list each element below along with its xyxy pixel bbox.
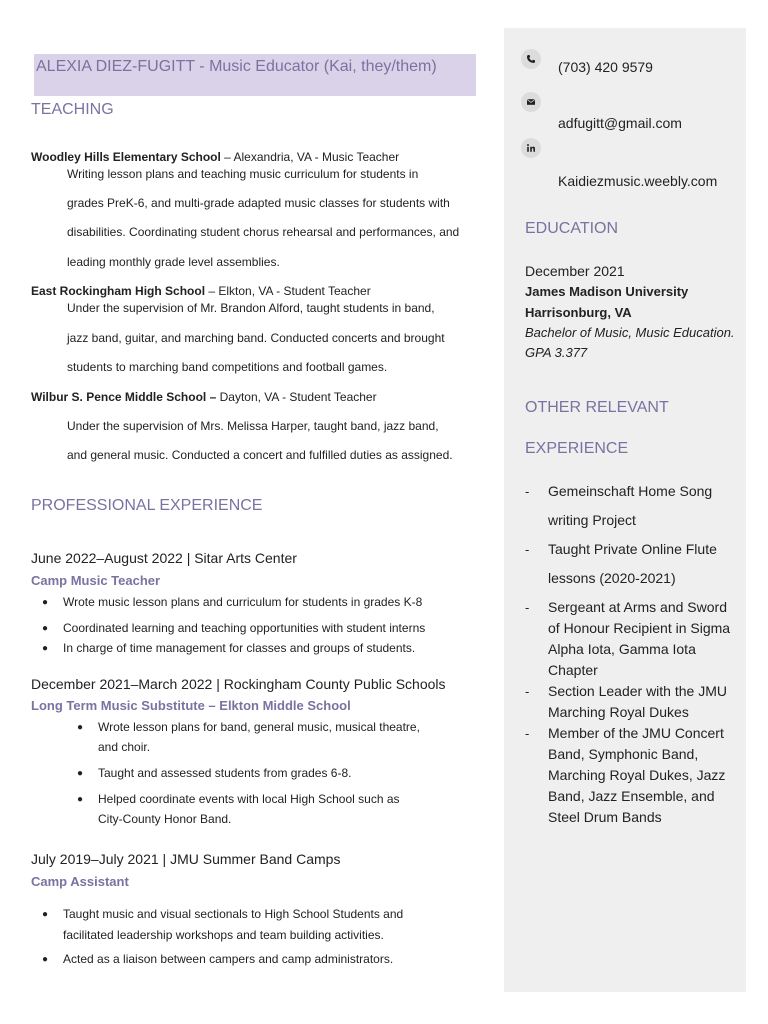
other-heading-2: EXPERIENCE bbox=[525, 440, 629, 457]
list-dash: - bbox=[525, 726, 530, 741]
entry-bullet: Taught music and visual sectionals to High School Students and bbox=[63, 907, 404, 921]
entry-date-place: December 2021–March 2022 | Rockingham County Public Schools bbox=[31, 676, 446, 692]
other-item: Sergeant at Arms and Sword bbox=[548, 599, 727, 615]
professional-heading: PROFESSIONAL EXPERIENCE bbox=[31, 497, 263, 514]
contact-email: adfugitt@gmail.com bbox=[558, 115, 682, 131]
list-dash: - bbox=[525, 684, 530, 699]
bullet-icon: ● bbox=[42, 643, 49, 654]
education-location: Harrisonburg, VA bbox=[525, 305, 632, 320]
job-description: Writing lesson plans and teaching music curriculum for students in bbox=[67, 167, 419, 181]
education-date: December 2021 bbox=[525, 263, 625, 279]
other-item: lessons (2020-2021) bbox=[548, 570, 676, 586]
job-description: leading monthly grade level assemblies. bbox=[67, 255, 280, 269]
job-detail: – Alexandria, VA - Music Teacher bbox=[220, 150, 400, 164]
job-description: disabilities. Coordinating student chorus rehearsal and performances, and bbox=[67, 225, 460, 239]
linkedin-icon bbox=[521, 138, 541, 158]
entry-date-place: July 2019–July 2021 | JMU Summer Band Camps bbox=[31, 851, 341, 867]
other-item: Marching Royal Dukes, Jazz bbox=[548, 767, 726, 783]
job-description: Under the supervision of Mr. Brandon Alford, taught students in band, bbox=[67, 301, 435, 315]
job-title-line bbox=[31, 390, 377, 404]
other-item: Marching Royal Dukes bbox=[548, 704, 689, 720]
other-item: Member of the JMU Concert bbox=[548, 725, 724, 741]
list-dash: - bbox=[525, 542, 530, 557]
education-gpa: GPA 3.377 bbox=[525, 345, 588, 360]
other-item: writing Project bbox=[548, 512, 636, 528]
bullet-icon: ● bbox=[77, 722, 84, 733]
other-item: Chapter bbox=[548, 662, 598, 678]
entry-bullet: Helped coordinate events with local High School such as bbox=[98, 792, 400, 806]
phone-icon bbox=[521, 49, 541, 69]
job-title-line bbox=[31, 150, 399, 164]
other-item: Section Leader with the JMU bbox=[548, 683, 727, 699]
email-icon bbox=[521, 92, 541, 112]
bullet-icon: ● bbox=[77, 768, 84, 779]
other-heading: OTHER RELEVANT bbox=[525, 399, 669, 416]
entry-bullet: facilitated leadership workshops and team building activities. bbox=[63, 928, 384, 942]
other-item: Band, Symphonic Band, bbox=[548, 746, 699, 762]
entry-date-place: June 2022–August 2022 | Sitar Arts Center bbox=[31, 550, 297, 566]
other-item: Gemeinschaft Home Song bbox=[548, 483, 713, 499]
job-description: jazz band, guitar, and marching band. Conducted concerts and brought bbox=[67, 331, 445, 345]
page-title: ALEXIA DIEZ-FUGITT - Music Educator (Kai, they/them) bbox=[36, 58, 437, 75]
job-school: East Rockingham High School bbox=[31, 284, 206, 298]
job-detail: – Elkton, VA - Student Teacher bbox=[205, 284, 371, 298]
other-item: Alpha Iota, Gamma Iota bbox=[548, 641, 696, 657]
other-item: Taught Private Online Flute bbox=[548, 541, 717, 557]
other-item: Steel Drum Bands bbox=[548, 809, 662, 825]
entry-bullet: and choir. bbox=[98, 740, 151, 754]
contact-website[interactable]: Kaidiezmusic.weebly.com bbox=[558, 173, 718, 189]
education-degree: Bachelor of Music, Music Education. bbox=[525, 325, 735, 340]
list-dash: - bbox=[525, 600, 530, 615]
education-heading: EDUCATION bbox=[525, 220, 619, 237]
contact-phone: (703) 420 9579 bbox=[558, 59, 653, 75]
entry-bullet: Wrote lesson plans for band, general music, musical theatre, bbox=[98, 720, 420, 734]
entry-bullet: Acted as a liaison between campers and camp administrators. bbox=[63, 952, 394, 966]
list-dash: - bbox=[525, 484, 530, 499]
entry-title: Camp Assistant bbox=[31, 874, 129, 889]
other-item: of Honour Recipient in Sigma bbox=[548, 620, 731, 636]
bullet-icon: ● bbox=[42, 597, 49, 608]
entry-title: Long Term Music Substitute – Elkton Middle School bbox=[31, 698, 351, 713]
job-description: grades PreK-6, and multi-grade adapted music classes for students with bbox=[67, 196, 450, 210]
other-item: Band, Jazz Ensemble, and bbox=[548, 788, 715, 804]
bullet-icon: ● bbox=[42, 623, 49, 634]
entry-bullet: In charge of time management for classes and groups of students. bbox=[63, 641, 416, 655]
job-school: Woodley Hills Elementary School bbox=[31, 150, 221, 164]
entry-bullet: City-County Honor Band. bbox=[98, 812, 232, 826]
entry-title: Camp Music Teacher bbox=[31, 573, 161, 588]
bullet-icon: ● bbox=[77, 794, 84, 805]
bullet-icon: ● bbox=[42, 909, 49, 920]
teaching-heading: TEACHING bbox=[31, 101, 114, 118]
job-school: Wilbur S. Pence Middle School – bbox=[31, 390, 217, 404]
entry-bullet: Wrote music lesson plans and curriculum for students in grades K-8 bbox=[63, 595, 423, 609]
entry-bullet: Taught and assessed students from grades 6-8. bbox=[98, 766, 352, 780]
job-description: and general music. Conducted a concert and fulfilled duties as assigned. bbox=[67, 448, 453, 462]
job-detail: Dayton, VA - Student Teacher bbox=[216, 390, 377, 404]
job-title-line bbox=[31, 284, 371, 298]
job-description: students to marching band competitions and football games. bbox=[67, 360, 388, 374]
entry-bullet: Coordinated learning and teaching opportunities with student interns bbox=[63, 621, 426, 635]
job-description: Under the supervision of Mrs. Melissa Harper, taught band, jazz band, bbox=[67, 419, 439, 433]
education-school: James Madison University bbox=[525, 284, 689, 299]
bullet-icon: ● bbox=[42, 954, 49, 965]
